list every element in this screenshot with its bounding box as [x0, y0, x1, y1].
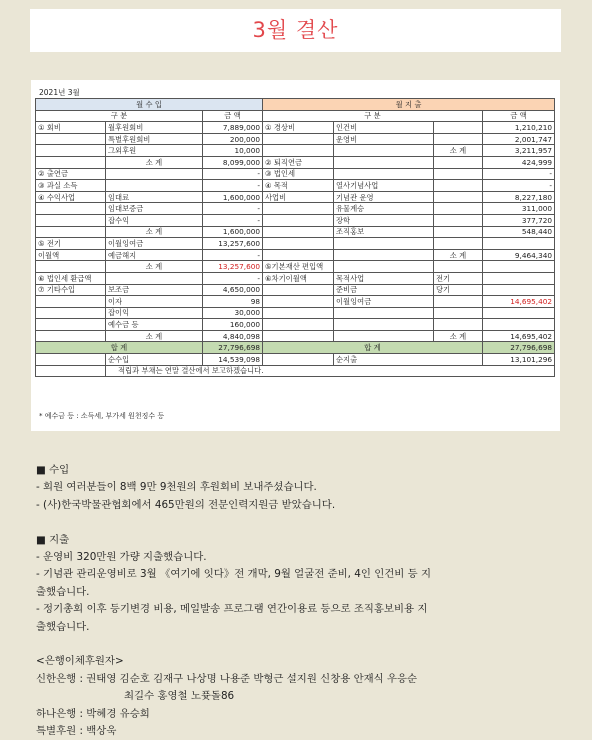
expense-amount: 2,001,747: [483, 133, 555, 145]
expense-subitem: [434, 238, 483, 250]
table-row: [36, 272, 555, 284]
expense-line-1: - 운영비 320만원 가량 지출했습니다.: [36, 551, 207, 564]
sheet-date: 2021년 3월: [39, 88, 80, 97]
donors-shinhan: 신한은행 : 권태영 김순호 김재구 나상명 나용준 박형근 설지원 신창용 안재식 우응순: [36, 672, 418, 685]
expense-subitem: 소 계: [434, 330, 483, 342]
expense-item: 유물계승: [334, 203, 434, 215]
expense-header: 월 지 출: [263, 99, 555, 111]
donors-heading: <은행이체후원자>: [36, 655, 124, 668]
expense-amount: [483, 319, 555, 331]
income-total-value: 27,796,698: [203, 342, 263, 354]
expense-group: ⑤기본재산 편입액: [263, 261, 334, 273]
expense-item: 열사기념사업: [334, 180, 434, 192]
expense-item: [334, 261, 434, 273]
expense-amount: [483, 272, 555, 284]
expense-group: [263, 226, 334, 238]
income-group: [36, 203, 106, 215]
expense-subitem: 소 계: [434, 145, 483, 157]
income-heading: ■ 수입: [36, 464, 70, 476]
expense-group: 사업비: [263, 191, 334, 203]
income-amount: 160,000: [203, 319, 263, 331]
expense-subitem: [434, 319, 483, 331]
expense-item: 이월잉여금: [334, 296, 434, 308]
expense-amount: 14,695,402: [483, 296, 555, 308]
expense-subitem: [434, 296, 483, 308]
expense-subitem: 소 계: [434, 249, 483, 261]
income-item: 소 계: [106, 330, 203, 342]
expense-group: [263, 203, 334, 215]
expense-group: ⑥차기이월액: [263, 272, 334, 284]
expense-subitem: [434, 133, 483, 145]
expense-item: [334, 238, 434, 250]
expense-subitem: [434, 168, 483, 180]
donors-shinhan-cont: 최길수 홍영철 노퓻돌86: [124, 690, 235, 703]
table-row: [36, 296, 555, 308]
expense-group: [263, 238, 334, 250]
expense-item: 조직홍보: [334, 226, 434, 238]
expense-group: [263, 133, 334, 145]
income-group: ③ 과실 소득: [36, 180, 106, 192]
income-item: 임대보증금: [106, 203, 203, 215]
income-amount: 1,600,000: [203, 226, 263, 238]
expense-subitem: [434, 180, 483, 192]
expense-group: [263, 319, 334, 331]
income-group: ⑤ 전기: [36, 238, 106, 250]
donors-hana: 하나은행 : 박혜경 유승희: [36, 707, 150, 720]
table-row: [36, 261, 555, 273]
table-row: [36, 284, 555, 296]
income-item: 소 계: [106, 261, 203, 273]
expense-group: [263, 145, 334, 157]
table-row: [36, 226, 555, 238]
income-line-2: - (사)한국박물관협회에서 465만원의 전문인력지원금 받았습니다.: [36, 498, 336, 511]
income-amount: 4,840,098: [203, 330, 263, 342]
income-amount: -: [203, 272, 263, 284]
expense-item: 목적사업: [334, 272, 434, 284]
income-group: ⑥ 법인세 환급액: [36, 272, 106, 284]
income-amount: -: [203, 249, 263, 261]
table-row: [36, 319, 555, 331]
income-item: 이자: [106, 296, 203, 308]
income-amount: -: [203, 203, 263, 215]
expense-amount: 311,000: [483, 203, 555, 215]
income-amount: -: [203, 168, 263, 180]
income-item: 예금해지: [106, 249, 203, 261]
expense-line-2a: - 기념관 관리운영비로 3월 《여기에 잇다》전 개막, 9월 얼굴전 준비, 4인 인건비 등 지: [36, 568, 432, 581]
expense-subitem: [434, 191, 483, 203]
expense-amount: 424,999: [483, 156, 555, 168]
income-amount: 10,000: [203, 145, 263, 157]
expense-item: [334, 168, 434, 180]
expense-subitem: [434, 307, 483, 319]
expense-item: [334, 156, 434, 168]
income-group: ⑦ 기타수입: [36, 284, 106, 296]
expense-amount: 377,720: [483, 214, 555, 226]
expense-total-label: 합 계: [263, 342, 483, 354]
table-row: [36, 156, 555, 168]
expense-amount: [483, 284, 555, 296]
income-group: [36, 133, 106, 145]
expense-item: [334, 330, 434, 342]
expense-item: [334, 307, 434, 319]
report-notes: [36, 462, 566, 740]
income-item: 임대료: [106, 191, 203, 203]
income-group: ① 회비: [36, 122, 106, 134]
income-header: 월 수 입: [36, 99, 263, 111]
income-amount: 200,000: [203, 133, 263, 145]
table-row: [36, 203, 555, 215]
settlement-remark: 적립과 부채는 연말 결산에서 보고하겠습니다.: [106, 365, 555, 377]
expense-item: [334, 319, 434, 331]
expense-amount: -: [483, 180, 555, 192]
income-item: 소 계: [106, 156, 203, 168]
table-row: [36, 168, 555, 180]
table-row: [36, 238, 555, 250]
expense-group: [263, 307, 334, 319]
income-amount: 13,257,600: [203, 261, 263, 273]
income-amount: 13,257,600: [203, 238, 263, 250]
income-item: 특별후원회비: [106, 133, 203, 145]
expense-heading: ■ 지출: [36, 533, 70, 546]
expense-amount: 9,464,340: [483, 249, 555, 261]
income-group: [36, 296, 106, 308]
net-expense-value: 13,101,296: [483, 354, 555, 366]
expense-subitem: [434, 156, 483, 168]
income-amount: 8,099,000: [203, 156, 263, 168]
expense-item: [334, 249, 434, 261]
income-item: [106, 180, 203, 192]
income-amount: -: [203, 180, 263, 192]
income-category-header: 구 분: [36, 110, 203, 122]
expense-group: ④ 목적: [263, 180, 334, 192]
expense-subitem: [434, 214, 483, 226]
income-amount: 1,600,000: [203, 191, 263, 203]
expense-amount: 3,211,957: [483, 145, 555, 157]
donors-special: 특별후원 : 백상욱: [36, 725, 117, 738]
expense-amount: [483, 307, 555, 319]
table-row: [36, 180, 555, 192]
expense-amount: 8,227,180: [483, 191, 555, 203]
income-group: [36, 330, 106, 342]
expense-amount-header: 금 액: [483, 110, 555, 122]
table-row: [36, 122, 555, 134]
expense-group: [263, 214, 334, 226]
table-row: [36, 249, 555, 261]
expense-subitem: [434, 203, 483, 215]
income-item: 보조금: [106, 284, 203, 296]
expense-subitem: [434, 226, 483, 238]
expense-group: [263, 249, 334, 261]
income-amount-header: 금 액: [203, 110, 263, 122]
income-group: [36, 307, 106, 319]
expense-amount: 14,695,402: [483, 330, 555, 342]
expense-item: 인건비: [334, 122, 434, 134]
income-group: [36, 319, 106, 331]
expense-line-3a: - 정기총회 이후 등기변경 비용, 메일발송 프로그램 연간이용료 등으로 조직홍보비용 지: [36, 603, 428, 616]
table-row: [36, 214, 555, 226]
income-amount: 4,650,000: [203, 284, 263, 296]
expense-item: 기념관 운영: [334, 191, 434, 203]
expense-amount: [483, 238, 555, 250]
income-amount: 30,000: [203, 307, 263, 319]
income-item: 잡이익: [106, 307, 203, 319]
income-amount: 7,889,000: [203, 122, 263, 134]
expense-line-2b: 출했습니다.: [36, 585, 90, 598]
income-group: [36, 214, 106, 226]
income-item: [106, 168, 203, 180]
expense-amount: 548,440: [483, 226, 555, 238]
expense-group: ③ 법인세: [263, 168, 334, 180]
income-amount: 98: [203, 296, 263, 308]
income-group: ② 출연금: [36, 168, 106, 180]
table-row: [36, 330, 555, 342]
page-title: 3월 결산: [252, 18, 339, 42]
expense-group: ② 퇴직연금: [263, 156, 334, 168]
income-group: [36, 226, 106, 238]
net-income-value: 14,539,098: [203, 354, 263, 366]
table-row: [36, 145, 555, 157]
expense-subitem: [434, 122, 483, 134]
expense-subitem: 당기: [434, 284, 483, 296]
expense-group: ① 경상비: [263, 122, 334, 134]
income-line-1: - 회원 여러분들이 8백 9만 9천원의 후원회비 보내주셨습니다.: [36, 481, 317, 494]
settlement-table: [35, 98, 555, 377]
expense-group: [263, 284, 334, 296]
expense-group: [263, 296, 334, 308]
title-banner: [30, 9, 561, 52]
expense-item: 장학: [334, 214, 434, 226]
table-row: [36, 191, 555, 203]
table-row: [36, 307, 555, 319]
net-income-label: 순수입: [106, 354, 203, 366]
expense-amount: -: [483, 168, 555, 180]
net-expense-label: 순지출: [334, 354, 483, 366]
expense-amount: [483, 261, 555, 273]
table-row: [36, 133, 555, 145]
expense-item: 운영비: [334, 133, 434, 145]
income-item: 월후원회비: [106, 122, 203, 134]
income-item: 이월잉여금: [106, 238, 203, 250]
income-group: [36, 156, 106, 168]
income-item: 예수금 등: [106, 319, 203, 331]
income-group: [36, 145, 106, 157]
expense-total-value: 27,796,698: [483, 342, 555, 354]
settlement-sheet: [31, 80, 560, 431]
income-item: 소 계: [106, 226, 203, 238]
income-group: [36, 261, 106, 273]
expense-subitem: 전기: [434, 272, 483, 284]
expense-category-header: 구 분: [263, 110, 483, 122]
income-total-label: 합 계: [36, 342, 203, 354]
income-item: 그외후원: [106, 145, 203, 157]
income-amount: -: [203, 214, 263, 226]
expense-group: [263, 330, 334, 342]
income-group: 이월액: [36, 249, 106, 261]
expense-subitem: [434, 261, 483, 273]
expense-item: 준비금: [334, 284, 434, 296]
income-item: 잡수익: [106, 214, 203, 226]
income-group: ④ 수익사업: [36, 191, 106, 203]
income-item: [106, 272, 203, 284]
expense-item: [334, 145, 434, 157]
expense-line-3b: 출했습니다.: [36, 620, 90, 633]
expense-amount: 1,210,210: [483, 122, 555, 134]
footnote: * 예수금 등 : 소득세, 부가세 원천징수 등: [39, 412, 165, 420]
